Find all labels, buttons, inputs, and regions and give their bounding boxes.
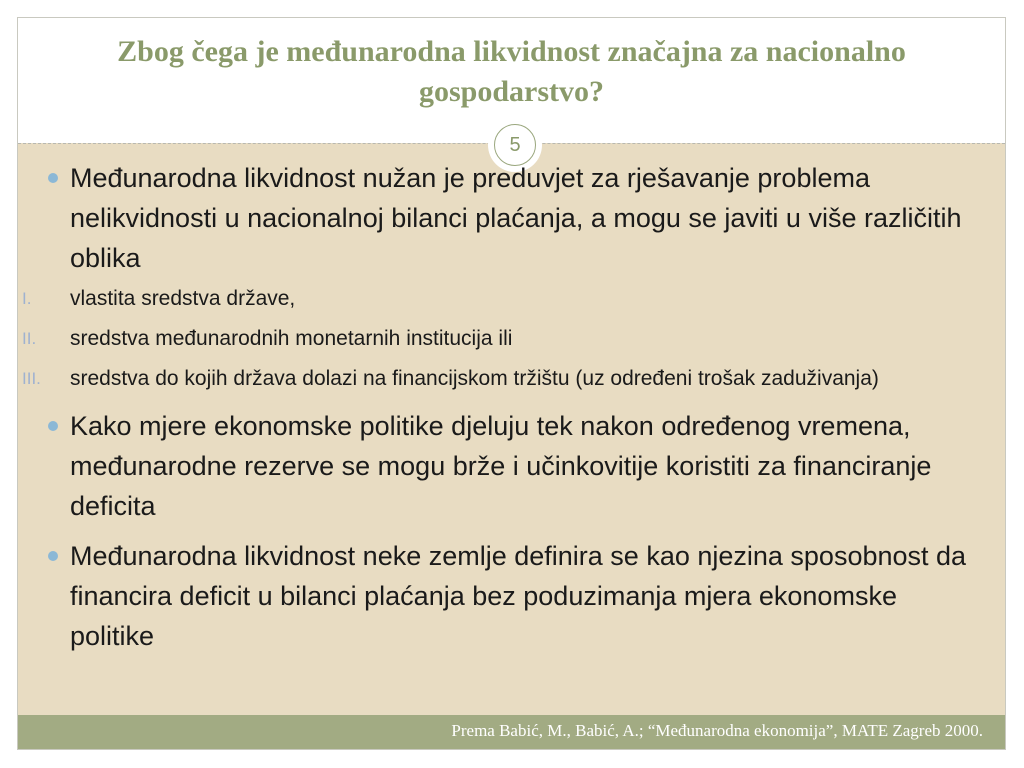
bullet-dot-icon — [48, 421, 58, 431]
bullet-item — [18, 536, 1005, 656]
sub-text: sredstva međunarodnih monetarnih institucija ili — [70, 327, 513, 350]
sub-number: I. — [22, 289, 32, 308]
slide-title: Zbog čega je međunarodna likvidnost značajna za nacionalno gospodarstvo? — [117, 35, 906, 108]
sub-item — [18, 322, 1005, 356]
sub-item — [18, 282, 1005, 316]
bullet-text: Kako mjere ekonomske politike djeluju tek nakon određenog vremena, međunarodne rezerve se mogu brže i učinkovitije koristiti za financiranje deficita — [70, 411, 932, 521]
sub-text: sredstva do kojih država dolazi na financijskom tržištu (uz određeni trošak zaduživanja) — [70, 367, 879, 390]
sub-text: vlastita sredstva države, — [70, 287, 296, 310]
content — [18, 158, 1005, 656]
bullet-text: Međunarodna likvidnost neke zemlje definira se kao njezina sposobnost da financira deficit u bilanci plaćanja bez poduzimanja mjera ekonomske politike — [70, 541, 967, 651]
sub-number: II. — [22, 329, 37, 348]
sub-number: III. — [22, 369, 41, 388]
bullet-item — [18, 158, 1005, 278]
sub-item — [18, 362, 1005, 396]
footer-citation: Prema Babić, M., Babić, A.; “Međunarodna ekonomija”, MATE Zagreb 2000. — [451, 721, 983, 740]
footer — [18, 715, 1005, 749]
bullet-dot-icon — [48, 551, 58, 561]
bullet-dot-icon — [48, 173, 58, 183]
bullet-item — [18, 406, 1005, 526]
bullet-text: Međunarodna likvidnost nužan je preduvjet za rješavanje problema nelikvidnosti u nacionalnoj bilanci plaćanja, a mogu se javiti u više različitih oblika — [70, 163, 962, 273]
slide — [17, 17, 1006, 750]
slide-number: 5 — [494, 124, 536, 166]
